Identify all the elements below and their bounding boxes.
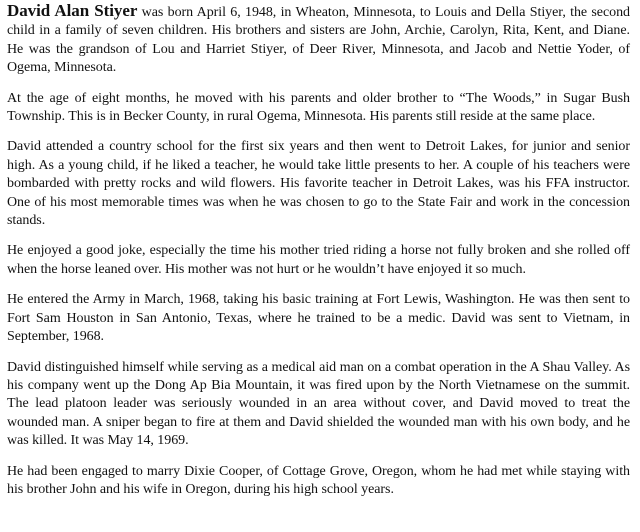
paragraph-birth-text: was born April 6, 1948, in Wheaton, Minnesota, to Louis and Della Stiyer, the second child in a family of seven children. His brothers and sisters are John, Archie, Carolyn, Rita, Kent, and Diane. He was the grandson of Lou and Harriet Stiyer, of Deer River, Minnesota, and Jacob and Nettie Yoder, of Ogema, Minnesota. (7, 5, 630, 76)
paragraph-army: He entered the Army in March, 1968, taking his basic training at Fort Lewis, Washington. He was then sent to Fort Sam Houston in San Antonio, Texas, where he trained to be a medic. David was sent to Vietnam, in September, 1968. (7, 292, 630, 345)
subject-name: David Alan Stiyer (7, 1, 138, 20)
paragraph-humor: He enjoyed a good joke, especially the time his mother tried riding a horse not fully broken and she rolled off when the horse leaned over. His mother was not hurt or he wouldn’t have enjoyed it so much. (7, 243, 630, 277)
paragraph-childhood-home: At the age of eight months, he moved with his parents and older brother to “The Woods,” in Sugar Bush Township. This is in Becker County, in rural Ogema, Minnesota. His parents still reside at the same place. (7, 90, 630, 125)
paragraph-engagement: He had been engaged to marry Dixie Cooper, of Cottage Grove, Oregon, whom he had met while staying with his brother John and his wife in Oregon, during his high school years. (7, 463, 630, 497)
paragraph-combat: David distinguished himself while serving as a medical aid man on a combat operation in the A Shau Valley. As his company went up the Dong Ap Bia Mountain, it was fired upon by the North Vietnamese on the summit. The lead platoon leader was seriously wounded in an area without cover, and David moved to treat the wounded man. A sniper began to fire at them and David shielded the wounded man with his own body, and he was killed. It was May 14, 1969. (7, 359, 630, 449)
paragraph-schooling: David attended a country school for the first six years and then went to Detroit Lakes, for junior and senior high. As a young child, if he liked a teacher, he would take little presents to her. A couple of his teachers were bombarded with pretty rocks and wild flowers. His favorite teacher in Detroit Lakes, was his FFA instructor. One of his most memorable times was when he was chosen to go to the State Fair and work in the concession stands. (7, 139, 630, 229)
paragraph-birth (7, 2, 630, 78)
